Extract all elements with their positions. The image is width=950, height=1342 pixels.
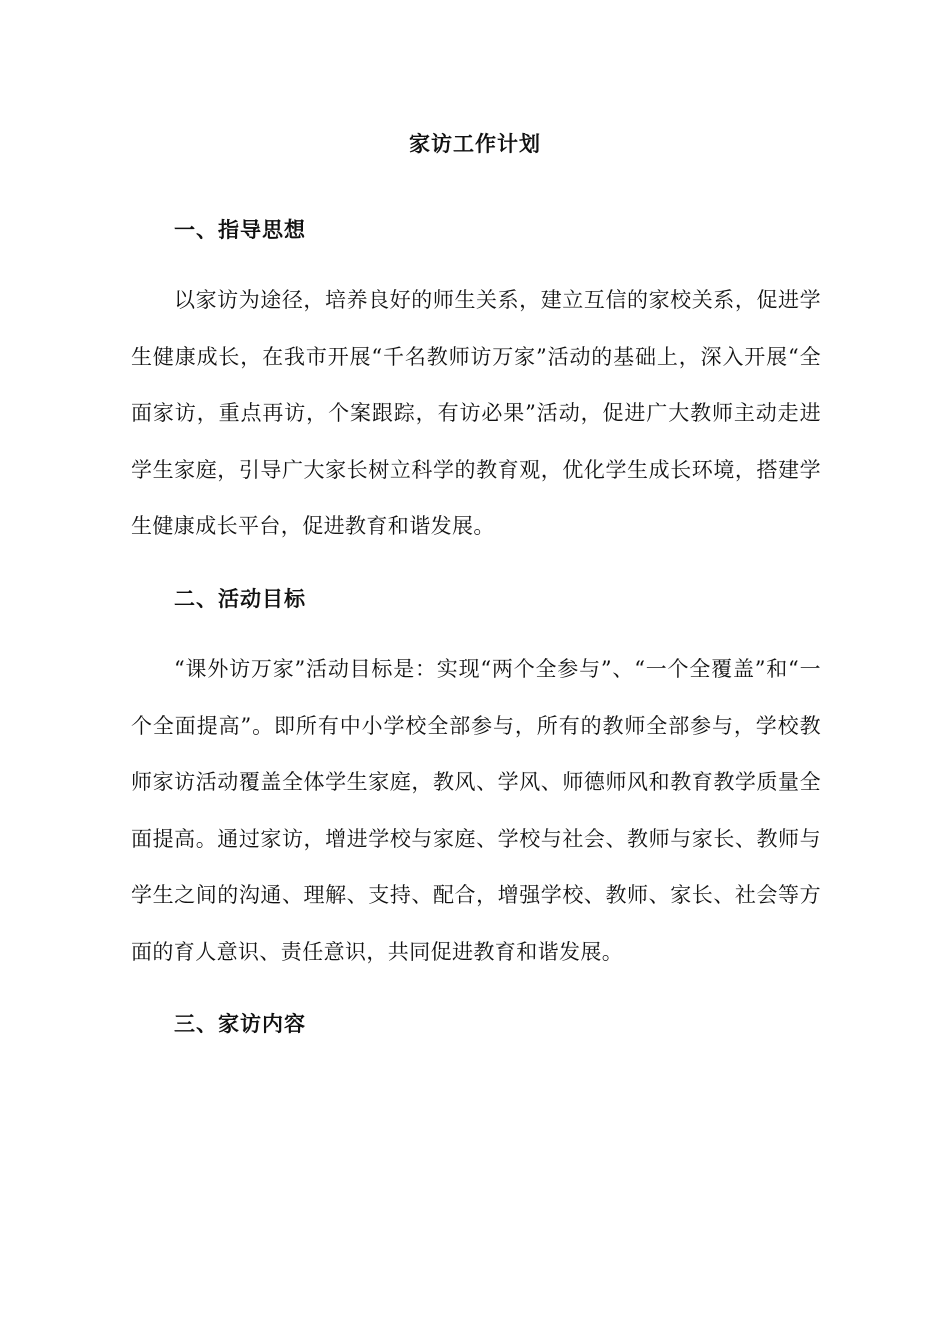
section-heading-activity-goals: 二、活动目标 [174, 586, 306, 611]
section-paragraph-activity-goals: “课外访万家”活动目标是：实现“两个全参与”、“一个全覆盖”和“一个全面提高”。即所有中小学校全部参与，所有的教师全部参与，学校教师家访活动覆盖全体学生家庭，教风、学风、师德师风和教育教学质量全面提高。通过家访，增进学校与家庭、学校与社会、教师与家长、教师与学生之间的沟通、理解、支持、配合，增强学校、教师、家长、社会等方面的育人意识、责任意识，共同促进教育和谐发展。 [131, 657, 821, 964]
section-heading-visit-content: 三、家访内容 [174, 1011, 306, 1036]
document-title: 家访工作计划 [409, 131, 541, 156]
section-heading-guiding-ideology: 一、指导思想 [174, 217, 306, 242]
section-paragraph-guiding-ideology: 以家访为途径，培养良好的师生关系，建立互信的家校关系，促进学生健康成长，在我市开展“千名教师访万家”活动的基础上，深入开展“全面家访，重点再访，个案跟踪，有访必果”活动，促进广大教师主动走进学生家庭，引导广大家长树立科学的教育观，优化学生成长环境，搭建学生健康成长平台，促进教育和谐发展。 [131, 288, 821, 538]
